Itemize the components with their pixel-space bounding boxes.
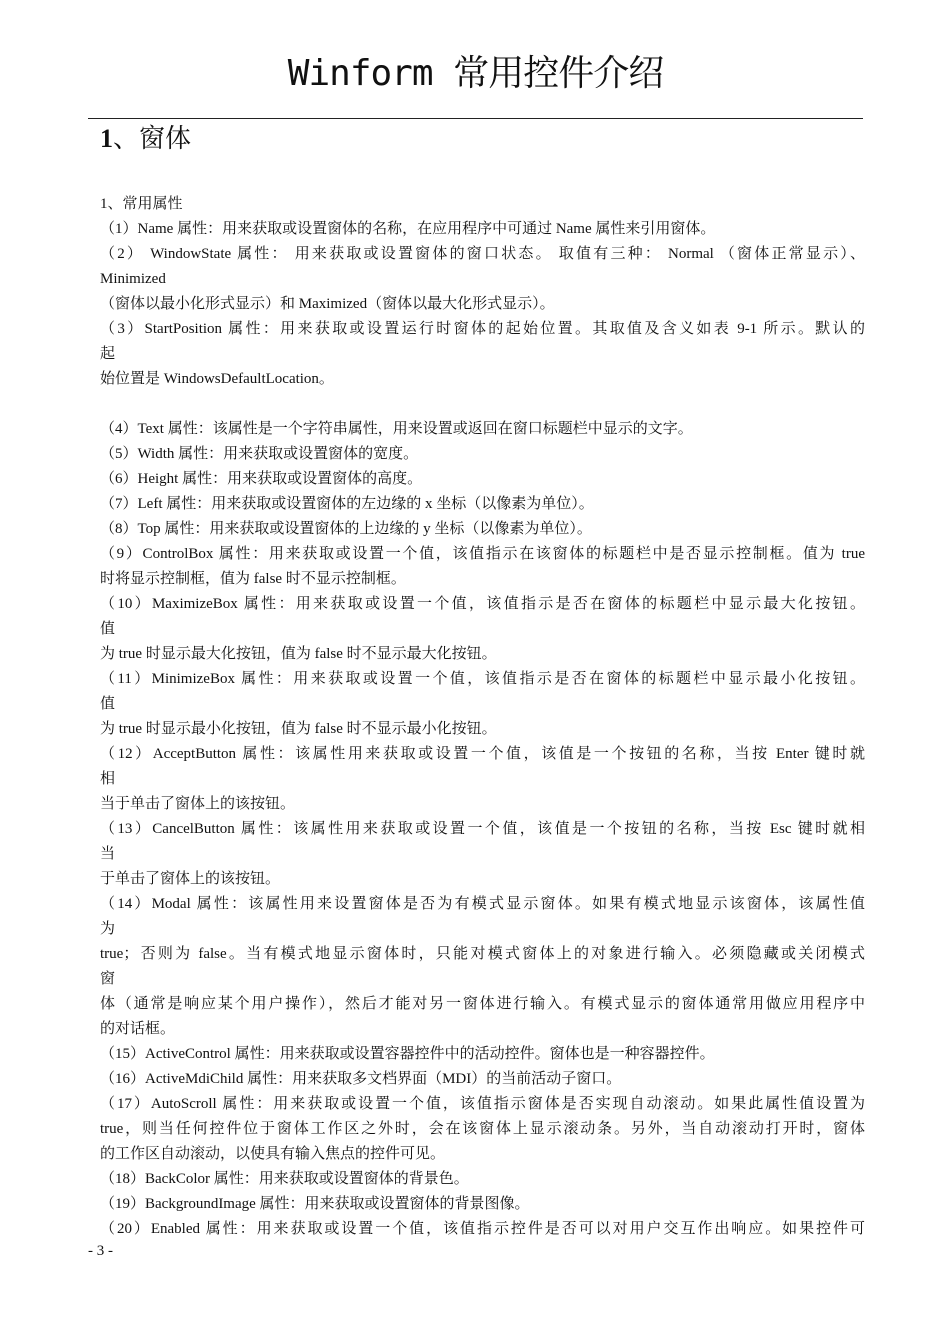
text-line: （16）ActiveMdiChild 属性：用来获取多文档界面（MDI）的当前活动子窗口。	[100, 1071, 622, 1087]
text-line: （19）BackgroundImage 属性：用来获取或设置窗体的背景图像。	[100, 1196, 530, 1212]
text-line: 的对话框。	[100, 1021, 176, 1037]
text-line: （12）AcceptButton 属性：该属性用来获取或设置一个值，该值是一个按钮的名称，当按 Enter 键时就	[100, 746, 865, 762]
text-line: 相	[100, 771, 116, 787]
text-line: （5）Width 属性：用来获取或设置窗体的宽度。	[100, 446, 419, 462]
text-line: 当于单击了窗体上的该按钮。	[100, 796, 296, 812]
document-body	[100, 192, 865, 1242]
text-line: （18）BackColor 属性：用来获取或设置窗体的背景色。	[100, 1171, 469, 1187]
text-line: 时将显示控制框，值为 false 时不显示控制框。	[100, 571, 406, 587]
blank-line	[100, 392, 865, 417]
text-line: （8）Top 属性：用来获取或设置窗体的上边缘的 y 坐标（以像素为单位）。	[100, 521, 592, 537]
text-line: 当	[100, 846, 116, 862]
text-line: true；否则为 false。当有模式地显示窗体时，只能对模式窗体上的对象进行输入。必须隐藏或关闭模式	[100, 946, 865, 962]
text-line: （2） WindowState 属性： 用来获取或设置窗体的窗口状态。 取值有三种： Normal （窗体正常显示）、	[100, 246, 865, 262]
text-line: （17）AutoScroll 属性：用来获取或设置一个值，该值指示窗体是否实现自动滚动。如果此属性值设置为	[100, 1096, 865, 1112]
text-line: （11）MinimizeBox 属性：用来获取或设置一个值，该值指示是否在窗体的标题栏中显示最小化按钮。	[100, 671, 865, 687]
text-line: （13）CancelButton 属性：该属性用来获取或设置一个值，该值是一个按钮的名称，当按 Esc 键时就相	[100, 821, 865, 837]
text-line: 为 true 时显示最小化按钮，值为 false 时不显示最小化按钮。	[100, 721, 497, 737]
text-line: 体（通常是响应某个用户操作），然后才能对另一窗体进行输入。有模式显示的窗体通常用做应用程序中	[100, 996, 865, 1012]
text-line: 始位置是 WindowsDefaultLocation。	[100, 371, 334, 387]
text-line: （3）StartPosition 属性：用来获取或设置运行时窗体的起始位置。其取值及含义如表 9-1 所示。默认的	[100, 321, 865, 337]
document-title: Winform 常用控件介绍	[287, 53, 664, 94]
text-line: （14）Modal 属性：该属性用来设置窗体是否为有模式显示窗体。如果有模式地显示该窗体，该属性值	[100, 896, 865, 912]
text-line: （6）Height 属性：用来获取或设置窗体的高度。	[100, 471, 423, 487]
text-line: （7）Left 属性：用来获取或设置窗体的左边缘的 x 坐标（以像素为单位）。	[100, 496, 594, 512]
text-line: true，则当任何控件位于窗体工作区之外时，会在该窗体上显示滚动条。另外，当自动滚动打开时，窗体	[100, 1121, 865, 1137]
text-line: （1）Name 属性：用来获取或设置窗体的名称，在应用程序中可通过 Name 属性来引用窗体。	[100, 221, 716, 237]
section-heading-text: 、窗体	[113, 124, 192, 153]
section-heading	[100, 121, 191, 157]
text-line: （10）MaximizeBox 属性：用来获取或设置一个值，该值指示是否在窗体的标题栏中显示最大化按钮。	[100, 596, 865, 612]
text-line: （4）Text 属性：该属性是一个字符串属性，用来设置或返回在窗口标题栏中显示的文字。	[100, 421, 693, 437]
text-line: （9）ControlBox 属性：用来获取或设置一个值，该值指示在该窗体的标题栏中是否显示控制框。值为 true	[100, 546, 865, 562]
title-underline-rule	[88, 118, 863, 119]
text-line: 起	[100, 346, 116, 362]
text-line: 为	[100, 921, 116, 937]
section-number: 1	[100, 124, 113, 153]
text-line: 为 true 时显示最大化按钮，值为 false 时不显示最大化按钮。	[100, 646, 497, 662]
text-line: Minimized	[100, 271, 166, 287]
text-line: （20）Enabled 属性：用来获取或设置一个值，该值指示控件是否可以对用户交互作出响应。如果控件可	[100, 1221, 865, 1237]
text-line: 的工作区自动滚动，以使具有输入焦点的控件可见。	[100, 1146, 446, 1162]
text-line: 值	[100, 621, 116, 637]
text-line: 1、常用属性	[100, 196, 183, 212]
page-number: - 3 -	[88, 1243, 113, 1259]
text-line: 于单击了窗体上的该按钮。	[100, 871, 281, 887]
text-line: 窗	[100, 971, 116, 987]
text-line: （窗体以最小化形式显示）和 Maximized（窗体以最大化形式显示）。	[100, 296, 555, 312]
text-line: 值	[100, 696, 116, 712]
text-line: （15）ActiveControl 属性：用来获取或设置容器控件中的活动控件。窗体也是一种容器控件。	[100, 1046, 715, 1062]
